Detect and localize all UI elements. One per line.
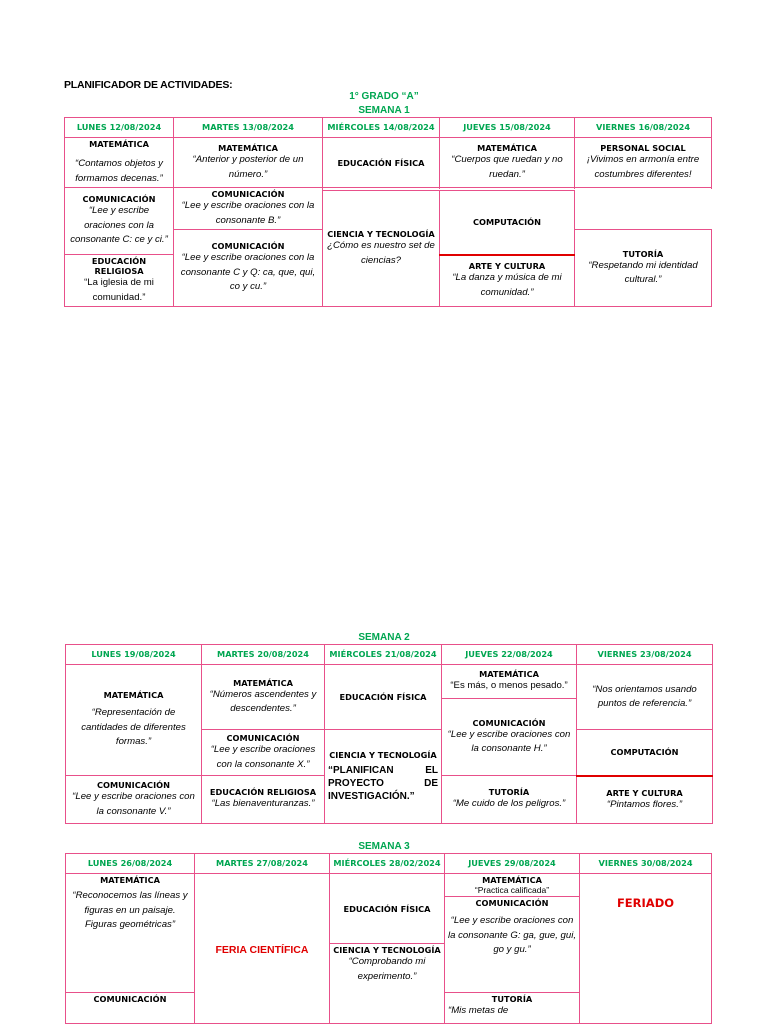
week2-martes-mate: [202, 665, 325, 730]
activity-text: “Me cuido de los peligros.”: [452, 798, 566, 810]
activity-text: “Nos orientamos usando puntos de referencia.”: [592, 683, 697, 709]
subject-label: EDUCACIÓN FÍSICA: [337, 157, 425, 168]
week1-day-lunes: LUNES 12/08/2024: [65, 118, 174, 138]
week3-day-viernes: VIERNES 30/08/2024: [580, 854, 712, 874]
activity-text: “Representación de cantidades de diferentes formas.”: [81, 707, 186, 748]
activity-text: “Lee y escribe oraciones con la consonante H.”: [447, 728, 571, 754]
subject-label: ARTE Y CULTURA: [606, 787, 683, 798]
subject-label: EDUCACIÓN RELIGIOSA: [209, 787, 317, 798]
week1-day-martes: MARTES 13/08/2024: [174, 118, 323, 138]
week2-martes-comu: [202, 730, 325, 776]
week1-caption: SEMANA 1: [358, 105, 410, 116]
week2-lunes-comu: [66, 776, 202, 824]
subject-label: COMPUTACIÓN: [473, 217, 541, 228]
week2-miercoles-edfisica: [325, 665, 442, 730]
subject-label: COMUNICACIÓN: [472, 717, 546, 728]
activity-text: “Reconocemos las líneas y figuras en un paisaje. Figuras geométricas”: [72, 890, 188, 930]
activity-text: “Lee y escribe oraciones con la consonante G: ga, gue, gui, go y gu.”: [448, 915, 577, 955]
week3-jueves-mate: [445, 874, 580, 897]
subject-label: TUTORÍA: [488, 787, 530, 798]
subject-label: MATEMÁTICA: [482, 875, 542, 885]
subject-label: MATEMÁTICA: [233, 677, 293, 688]
week2-day-viernes: VIERNES 23/08/2024: [577, 645, 713, 665]
subject-label: COMUNICACIÓN: [93, 994, 167, 1004]
week1-jueves-comu: [174, 188, 323, 230]
week3-lunes-comu: [66, 993, 195, 1024]
week3-day-martes: MARTES 27/08/2024: [195, 854, 330, 874]
week3-day-miercoles: MIÉRCOLES 28/02/2024: [330, 854, 445, 874]
week1-lunes-comu: [174, 230, 323, 307]
subject-label: EDUCACIÓN FÍSICA: [343, 903, 431, 914]
subject-label: COMUNICACIÓN: [211, 241, 285, 252]
week2-day-miercoles: MIÉRCOLES 21/08/2024: [325, 645, 442, 665]
week1-day-miercoles: MIÉRCOLES 14/08/2024: [323, 118, 440, 138]
week1-martes-mate: [174, 138, 323, 188]
week1-day-jueves: JUEVES 15/08/2024: [440, 118, 575, 138]
activity-text: “Respetando mi identidad cultural.”: [588, 259, 698, 285]
subject-label: MATEMÁTICA: [479, 669, 539, 680]
activity-text: “Pintamos flores.”: [606, 798, 683, 810]
week1-miercoles-edfisica: [323, 138, 440, 188]
week3-miercoles-ciencia: [330, 944, 445, 1024]
subject-label: MATEMÁTICA: [477, 143, 537, 153]
subject-label: COMPUTACIÓN: [610, 747, 679, 758]
activity-text: “Lee y escribe oraciones con la consonante C y Q: ca, que, qui, co y cu.”: [180, 252, 316, 293]
week1-jueves-mate: [440, 138, 575, 188]
feriado-label: FERIADO: [616, 896, 675, 910]
subject-label: COMUNICACIÓN: [211, 189, 285, 199]
activity-text: “Contamos objetos y formamos decenas.”: [75, 158, 163, 184]
week1-day-viernes: VIERNES 16/08/2024: [575, 118, 712, 138]
subject-label: CIENCIA Y TECNOLOGÍA: [327, 229, 435, 239]
week1-martes-religion: [65, 255, 174, 307]
subject-label: COMUNICACIÓN: [475, 898, 549, 908]
week3-table: [65, 853, 712, 1024]
week2-jueves-mate: [442, 665, 577, 699]
week1-viernes-compu: [440, 191, 575, 255]
week2-caption: SEMANA 2: [358, 632, 410, 643]
activity-text: “Practica calificada”: [474, 885, 550, 895]
week1-lunes-mate: [65, 138, 174, 188]
grade-label: 1° GRADO “A”: [349, 91, 419, 102]
week2-day-lunes: LUNES 19/08/2024: [66, 645, 202, 665]
week2-table: [65, 644, 713, 824]
week1-viernes-arte: [440, 255, 575, 307]
week3-caption: SEMANA 3: [358, 841, 410, 852]
activity-text: “Lee y escribe oraciones con la consonante V.”: [72, 791, 195, 817]
week2-day-jueves: JUEVES 22/08/2024: [442, 645, 577, 665]
activity-text: “Las bienaventuranzas.”: [211, 798, 315, 810]
week2-martes-religion: [202, 776, 325, 824]
week2-viernes-personal: [577, 665, 713, 730]
week2-miercoles-ciencia: [325, 730, 442, 824]
subject-label: TUTORÍA: [622, 248, 664, 259]
subject-label: EDUCACIÓN RELIGIOSA: [91, 256, 147, 276]
activity-text: “Cuerpos que ruedan y no ruedan.”: [451, 154, 563, 180]
week3-jueves-tutoria: [445, 993, 580, 1024]
activity-text: “Números ascendentes y descendentes.”: [209, 688, 317, 714]
week1-martes-comu: [65, 188, 174, 255]
week3-viernes-feriado: [580, 874, 712, 1024]
activity-text: “Es más, o menos pesado.”: [450, 680, 568, 692]
activity-text: “Comprobando mi experimento.”: [348, 956, 426, 982]
week1-jueves-tutoria: [575, 230, 712, 307]
subject-label: CIENCIA Y TECNOLOGÍA: [333, 945, 441, 955]
week3-jueves-comu: [445, 897, 580, 993]
activity-text: ¿Cómo es nuestro set de ciencias?: [327, 240, 435, 266]
activity-text: “Lee y escribe oraciones con la consonante X.”: [210, 744, 316, 770]
week2-jueves-comu: [442, 699, 577, 776]
week2-day-martes: MARTES 20/08/2024: [202, 645, 325, 665]
subject-label: COMUNICACIÓN: [82, 194, 156, 205]
activity-text: “Lee y escribe oraciones con la consonante C: ce y ci.”: [70, 205, 168, 246]
feria-label: FERIA CIENTÍFICA: [215, 943, 309, 956]
week1-table: [64, 117, 712, 307]
week3-day-jueves: JUEVES 29/08/2024: [445, 854, 580, 874]
subject-label: CIENCIA Y TECNOLOGÍA: [329, 750, 437, 760]
activity-text: “Lee y escribe oraciones con la consonante B.”: [181, 200, 315, 226]
activity-text: “Anterior y posterior de un número.”: [192, 154, 304, 180]
subject-label: COMUNICACIÓN: [97, 780, 170, 790]
week2-lunes-mate: [66, 665, 202, 776]
subject-label: PERSONAL SOCIAL: [600, 143, 686, 153]
week3-miercoles-edfisica: [330, 874, 445, 944]
subject-label: TUTORÍA: [491, 994, 533, 1004]
subject-label: COMUNICACIÓN: [226, 733, 300, 743]
activity-text: “La iglesia de mi comunidad.”: [84, 277, 154, 303]
week3-lunes-mate: [66, 874, 195, 993]
week2-viernes-arte: [577, 776, 713, 824]
subject-label: MATEMÁTICA: [103, 690, 164, 701]
activity-text: “La danza y música de mi comunidad.”: [452, 272, 562, 298]
subject-label: EDUCACIÓN FÍSICA: [339, 692, 427, 702]
subject-label: ARTE Y CULTURA: [468, 261, 546, 272]
week3-martes-feria: [195, 874, 330, 1024]
subject-label: MATEMÁTICA: [89, 139, 149, 149]
subject-label: MATEMÁTICA: [218, 143, 278, 153]
week1-viernes-personal: [575, 138, 712, 188]
week3-day-lunes: LUNES 26/08/2024: [66, 854, 195, 874]
activity-text: ¡Vivimos en armonía entre costumbres diferentes!: [586, 154, 700, 180]
week2-viernes-compu: [577, 730, 713, 776]
subject-label: MATEMÁTICA: [100, 875, 160, 885]
week1-miercoles-ciencia: [323, 191, 440, 307]
planner-title: PLANIFICADOR DE ACTIVIDADES:: [64, 79, 233, 91]
activity-text: “Mis metas de: [448, 1005, 509, 1016]
week2-jueves-tutoria: [442, 776, 577, 824]
activity-text: “PLANIFICAN EL PROYECTO DE INVESTIGACIÓN.”: [328, 765, 438, 802]
